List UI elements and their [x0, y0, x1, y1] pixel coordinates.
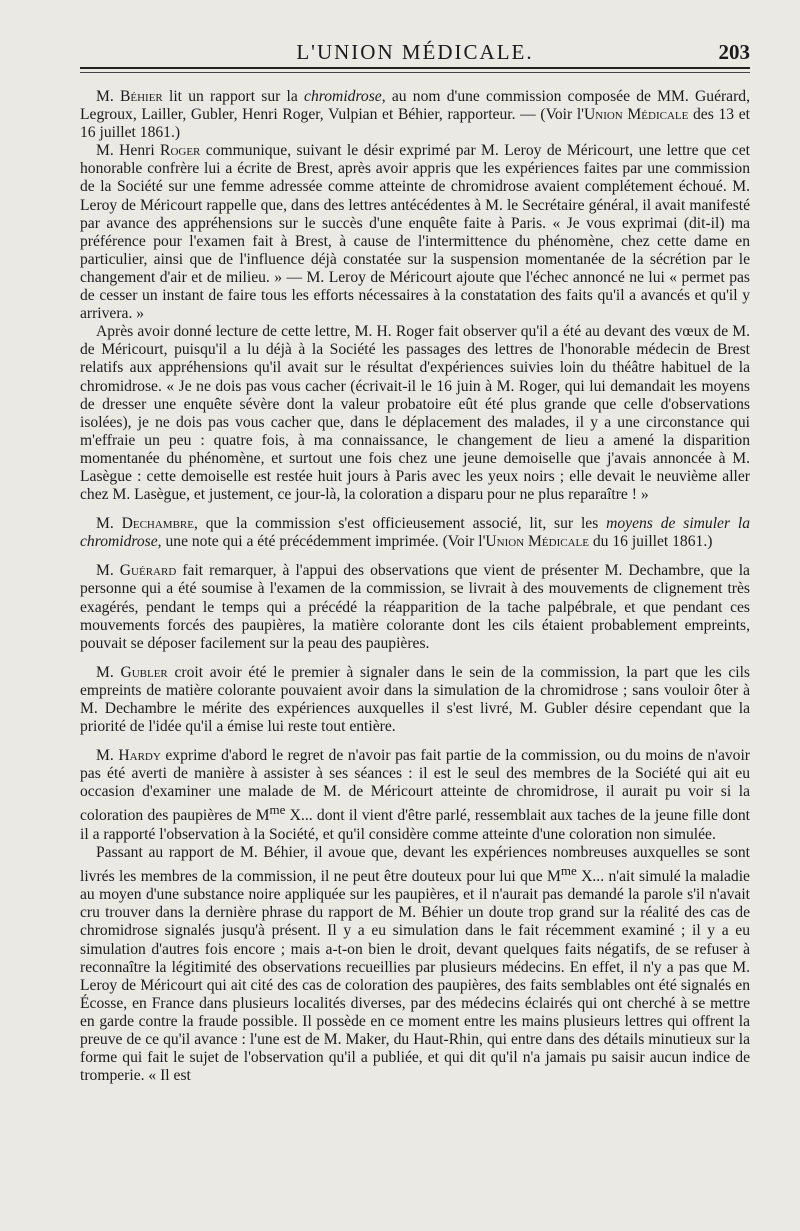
- paragraph-dechambre: [80, 515, 750, 551]
- paragraph-hardy-2: [80, 844, 750, 1085]
- emphasis-text: moyens de simuler la chromidrose: [80, 515, 750, 551]
- paragraph-text: Passant au rapport de M. Béhier, il avoue que, devant les expériences nombreuses auxquelles se sont livrés les membres de la commission, il ne peut être douteux pour lui que M: [80, 843, 750, 886]
- paragraph-text: fait remarquer, à l'appui des observations que vient de présenter M. Dechambre, que la personne qui a été soumise à l'examen de la commission, se livrait à des mouvements de clignement très exagérés, pendant le temps qui a précédé la réapparition de la tache palpébrale, et que pendant ces mouvements forcés des paupières, la matière colorante dont les cils étaient probablement empreints, pouvait se déposer facilement sur la peau des paupières.: [80, 562, 750, 652]
- paragraph-text: X... n'ait simulé la maladie au moyen d'une substance noire appliquée sur les paupières, et il n'aurait pas demandé la parole s'il n'avait cru trouver dans la dernière phrase du rapport de M. Béhier un doute trop grand sur la réalité des cas de chromidrose signalés jusqu'à présent. Il y a eu simulation dans le fait récemment examiné ; il y a eu simulation d'autres fois encore ; mais a-t-on bien le droit, devant quelques faits négatifs, de se refuser à reconnaître la légitimité des observations recueillies par plusieurs médecins. En effet, il n'y a pas que M. Leroy de Méricourt qui ait cité des cas de coloration des paupières, des faits semblables ont été signalés en Écosse, en France dans plusieurs localités diverses, par des médecins éclairés qui ont cherché à se mettre en garde contre la fraude possible. Il possède en ce moment entre les mains plusieurs lettres qui offrent la preuve de ce qu'il avance : l'une est de M. Maker, du Haut-Rhin, qui entre dans des détails minutieux sur la forme qui fait le sujet de l'observation qu'il a publiée, et qui dit qu'il n'a jamais pu saisir aucun indice de tromperie. « Il est: [80, 868, 750, 1085]
- paragraph-behier: [80, 88, 750, 142]
- header-rule-thick: [80, 67, 750, 69]
- speaker-name: Béhier: [119, 88, 163, 105]
- paragraph-text: M. Henri: [96, 142, 161, 160]
- paragraph-text: , une note qui a été précédemment imprimée. (Voir l': [157, 533, 486, 551]
- paragraph-text: M.: [96, 747, 119, 765]
- running-title: L'UNION MÉDICALE.: [296, 40, 534, 64]
- paragraph-text: me: [269, 802, 286, 818]
- speaker-name: Union Médicale: [584, 106, 689, 124]
- paragraph-text: des 13 et 16 juillet 1861.): [80, 106, 750, 142]
- paragraph-text: M.: [96, 562, 120, 580]
- paragraph-hardy: [80, 747, 750, 844]
- paragraph-text: me: [560, 862, 577, 878]
- paragraph-text: Après avoir donné lecture de cette lettre, M. H. Roger fait observer qu'il a été au devant des vœux de M. de Méricourt, puisqu'il a lu déjà à la Société les passages des lettres de l'honorable médecin de Brest relatifs aux appréhensions qu'il avait sur le résultat d'expériences suivies loin du théâtre habituel de la chromidrose. « Je ne dois pas vous cacher (écrivait-il le 16 juin à M. Roger, qui lui demandait les moyens de dresser une enquête sévère dont la valeur probatoire eût été plus grande que celle d'observations isolées), je ne dois pas vous cacher que, dans le déplacement des malades, il y a une circonstance qui m'effraie un peu : quatre fois, à ma connaissance, le changement de lieu a amené la disparition momentanée du phénomène, et surtout une fois chez une jeune demoiselle que j'avais annoncée à M. Lasègue : cette demoiselle est restée huit jours à Paris avec les yeux noirs ; elle devait le neuvième aller chez M. Lasègue, et justement, ce jour-là, la coloration a disparu pour ne plus reparaître ! »: [80, 323, 750, 504]
- header-rule-thin: [80, 72, 750, 73]
- paragraph-text: M.: [96, 663, 121, 681]
- paragraph-roger: [80, 142, 750, 323]
- emphasis-text: chromidrose: [304, 88, 382, 105]
- paragraph-text: , que la commission s'est officieusement associé, lit, sur les: [193, 515, 607, 533]
- speaker-name: Hardy: [118, 747, 161, 765]
- paragraph-text: M.: [96, 515, 122, 533]
- paragraph-text: croit avoir été le premier à signaler dans le sein de la commission, la part que les cils empreints de matière colorante pouvaient avoir dans la simulation de la chromidrose ; sans vouloir ôter à M. Dechambre le mérite des expériences auxquelles il s'est livré, M. Gubler désire cependant que la priorité de l'idée qu'il a émise lui reste tout entière.: [80, 663, 750, 736]
- speaker-name: Union Médicale: [485, 533, 589, 551]
- article-body: [80, 62, 750, 1085]
- paragraph-text: exprime d'abord le regret de n'avoir pas fait partie de la commission, ou du moins de n'avoir pas été averti de manière à assister à ses séances : il est le seul des membres de la Société qui ait eu occasion d'examiner une malade de M. de Méricourt atteinte de chromidrose, il aurait pu voir si la coloration des paupières de M: [80, 747, 750, 825]
- speaker-name: Gubler: [120, 663, 168, 681]
- page-header: [80, 0, 750, 62]
- speaker-name: Dechambre: [121, 515, 194, 533]
- paragraph-text: , au nom d'une commission composée de MM. Guérard, Legroux, Lailler, Gubler, Henri Roger, Vulpian et Béhier, rapporteur. — (Voir l': [80, 88, 750, 124]
- speaker-name: Roger: [160, 142, 201, 160]
- paragraph-text: du 16 juillet 1861.): [588, 533, 713, 551]
- paragraph-text: X... dont il vient d'être parlé, ressemblait aux taches de la jeune fille dont il a rapporté l'observation à la Société, et qu'il considère comme atteinte d'une coloration non simulée.: [80, 807, 750, 843]
- paragraph-guerard: [80, 562, 750, 652]
- paragraph-text: lit un rapport sur la: [162, 88, 305, 105]
- speaker-name: Guérard: [119, 562, 177, 580]
- paragraph-roger-reply: [80, 323, 750, 504]
- paragraph-text: M.: [96, 88, 120, 105]
- paragraph-text: communique, suivant le désir exprimé par M. Leroy de Méricourt, une lettre que cet honorable confrère lui a écrite de Brest, après avoir appris que les expériences faites par une commission de la Société sur une femme adressée comme atteinte de chromidrose avaient complétement échoué. M. Leroy de Méricourt rappelle que, dans des lettres antécédentes à M. le Secrétaire général, il avait manifesté par avance des appréhensions sur le succès d'une enquête faite à Paris. « Je vous exprimai (dit-il) ma préférence pour l'examen fait à Brest, à cause de l'intermittence du phénomène, chez cette dame en particulier, ainsi que de l'influence déjà constatée sur la suspension momentanée de la sécrétion par le changement d'air et de milieu. » — M. Leroy de Méricourt ajoute que l'échec annoncé ne lui « permet pas de cesser un instant de faire tous les efforts nécessaires à la constatation des faits qu'il a avancés et qu'il y arrivera. »: [80, 142, 750, 323]
- paragraph-gubler: [80, 664, 750, 736]
- page-number: 203: [718, 40, 750, 64]
